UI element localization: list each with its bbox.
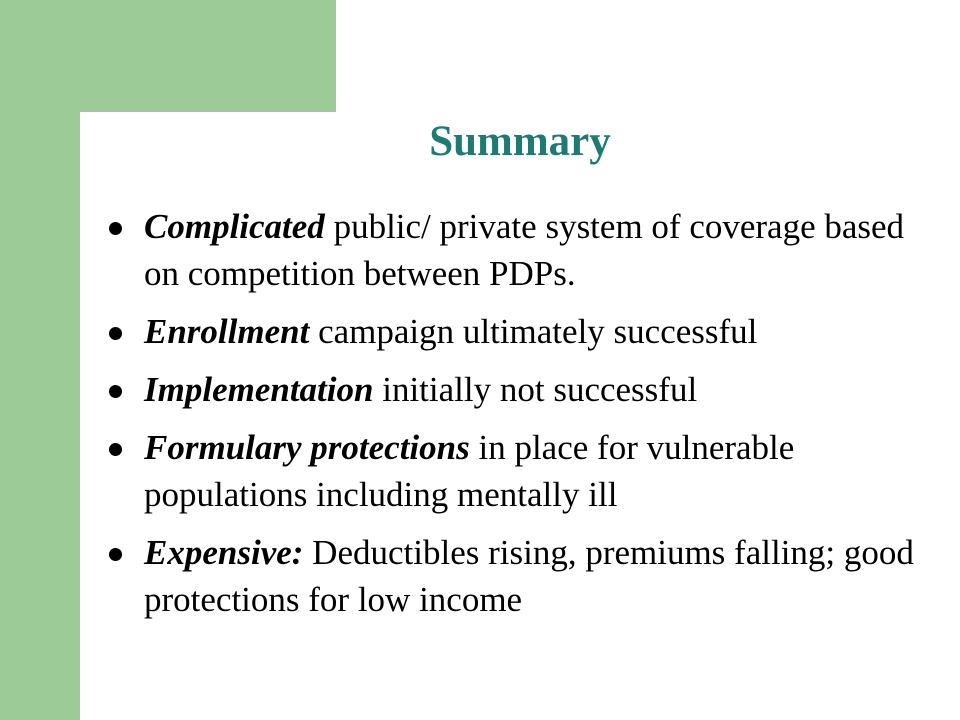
bullet-item-formulary: [106, 424, 926, 518]
bullet-item-complicated: [106, 203, 926, 297]
bullet-dot-icon: [109, 548, 122, 561]
bullet-term: Complicated: [144, 207, 325, 246]
bullet-term: Implementation: [144, 370, 374, 409]
bullet-item-expensive: [106, 529, 926, 623]
bullet-text: in place for vulnerable populations including mentally ill: [144, 428, 795, 514]
bullet-text: Deductibles rising, premiums falling; good protections for low income: [144, 533, 914, 619]
bullet-item-enrollment: [106, 308, 926, 355]
bullet-dot-icon: [109, 222, 122, 235]
bullet-term: Expensive:: [144, 533, 304, 572]
bullet-list: [106, 203, 926, 634]
slide-title: Summary: [429, 118, 611, 165]
bullet-item-implementation: [106, 366, 926, 413]
bullet-dot-icon: [109, 327, 122, 340]
bullet-dot-icon: [109, 385, 122, 398]
bullet-term: Enrollment: [144, 312, 310, 351]
accent-bar-left: [0, 0, 80, 720]
bullet-text: public/ private system of coverage based on competition between PDPs.: [144, 207, 905, 293]
bullet-text: initially not successful: [373, 370, 698, 409]
bullet-text: campaign ultimately successful: [309, 312, 758, 351]
bullet-term: Formulary protections: [144, 428, 470, 467]
bullet-dot-icon: [109, 443, 122, 456]
